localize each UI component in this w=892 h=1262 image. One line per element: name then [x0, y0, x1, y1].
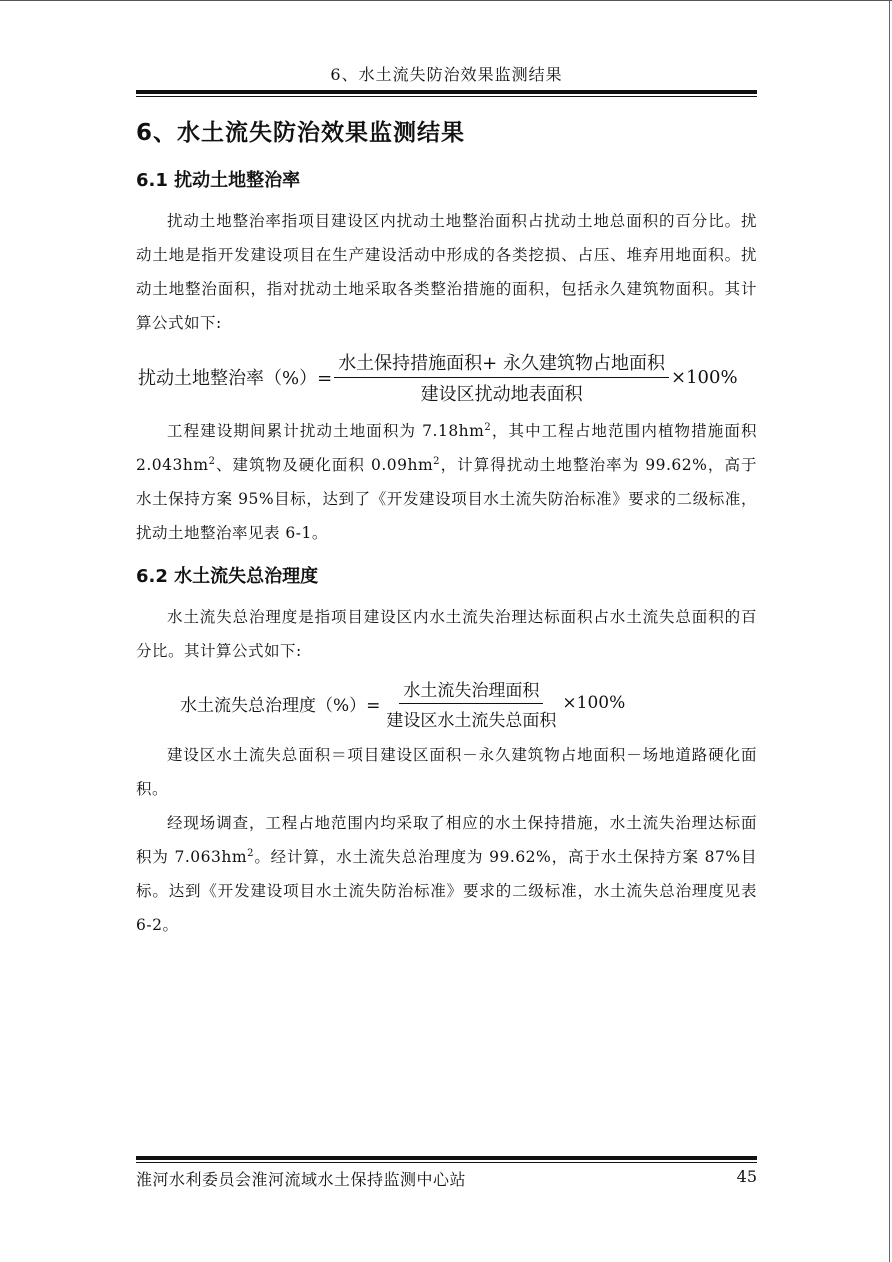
- section-heading-6-1: 6.1 扰动土地整治率: [136, 170, 301, 191]
- page-number: 45: [736, 1167, 757, 1186]
- formula-disturbed-land-rate: [136, 350, 757, 404]
- formula-denominator: 建设区水土流失总面积: [386, 710, 557, 731]
- chapter-title: 6、水土流失防治效果监测结果: [136, 120, 466, 146]
- paragraph-6-1-definition: 扰动土地整治率指项目建设区内扰动土地整治面积占扰动土地总面积的百分比。扰动土地是指开发建设项目在生产建设活动中形成的各类挖损、占压、堆弃用地面积。扰动土地整治面积，指对扰动土地采取各类整治措施的面积，包括永久建筑物面积。其计算公式如下:: [136, 212, 757, 332]
- text-segment: 、建筑物及硬化面积 0.09hm: [215, 456, 434, 474]
- paragraph-6-2-definition: 水土流失总治理度是指项目建设区内水土流失治理达标面积占水土流失总面积的百分比。其计算公式如下:: [136, 608, 757, 660]
- header-rule-thick: [136, 90, 757, 94]
- page-content: [136, 112, 757, 942]
- paragraph-6-2-area-definition: 建设区水土流失总面积＝项目建设区面积－永久建筑物占地面积－场地道路硬化面积。: [136, 746, 757, 798]
- superscript: 2: [247, 847, 254, 859]
- footer-organization: 淮河水利委员会淮河流域水土保持监测中心站: [136, 1170, 467, 1189]
- formula-numerator: 水土保持措施面积+ 永久建筑物占地面积: [334, 349, 669, 378]
- formula-lhs: 水土流失总治理度（%）=: [180, 695, 381, 716]
- section-heading-6-2: 6.2 水土流失总治理度: [136, 566, 319, 587]
- formula-numerator: 水土流失治理面积: [399, 676, 543, 704]
- formula-total-control-degree: [136, 678, 757, 731]
- paragraph-6-2-result: [136, 806, 757, 942]
- superscript: 2: [484, 421, 492, 433]
- formula-lhs: 扰动土地整治率（%）=: [138, 368, 333, 389]
- footer-rule-thick: [136, 1156, 757, 1160]
- right-border: [889, 0, 890, 1262]
- formula-denominator: 建设区扰动地表面积: [420, 383, 583, 405]
- formula-multiplier: ×100%: [562, 693, 626, 713]
- text-segment: 工程建设期间累计扰动土地面积为 7.18hm: [167, 422, 485, 440]
- formula-fraction: [334, 349, 669, 406]
- footer-rule-thin: [136, 1162, 757, 1163]
- superscript: 2: [433, 455, 441, 467]
- superscript: 2: [208, 455, 216, 467]
- paragraph-6-1-result: [136, 414, 757, 550]
- top-border: [0, 0, 892, 1]
- formula-fraction: [382, 676, 560, 731]
- text-segment: ，其中工程占地范围内植物措施面积 2.043hm: [136, 422, 757, 474]
- running-header: 6、水土流失防治效果监测结果: [330, 65, 563, 84]
- text-segment: 。经计算，水土流失总治理度为 99.62%，高于水土保持方案 87%目标。达到《开发建设项目水土流失防治标准》要求的二级标准，水土流失总治理度见表 6-2。: [136, 848, 757, 934]
- header-rule-thin: [136, 96, 757, 97]
- text-segment: 经现场调查，工程占地范围内均采取了相应的水土保持措施，水土流失治理达标面积为 7.063hm: [136, 814, 757, 866]
- text-segment: ，计算得扰动土地整治率为 99.62%，高于水土保持方案 95%目标，达到了《开发建设项目水土流失防治标准》要求的二级标准，扰动土地整治率见表 6-1。: [136, 456, 758, 542]
- formula-multiplier: ×100%: [671, 366, 738, 388]
